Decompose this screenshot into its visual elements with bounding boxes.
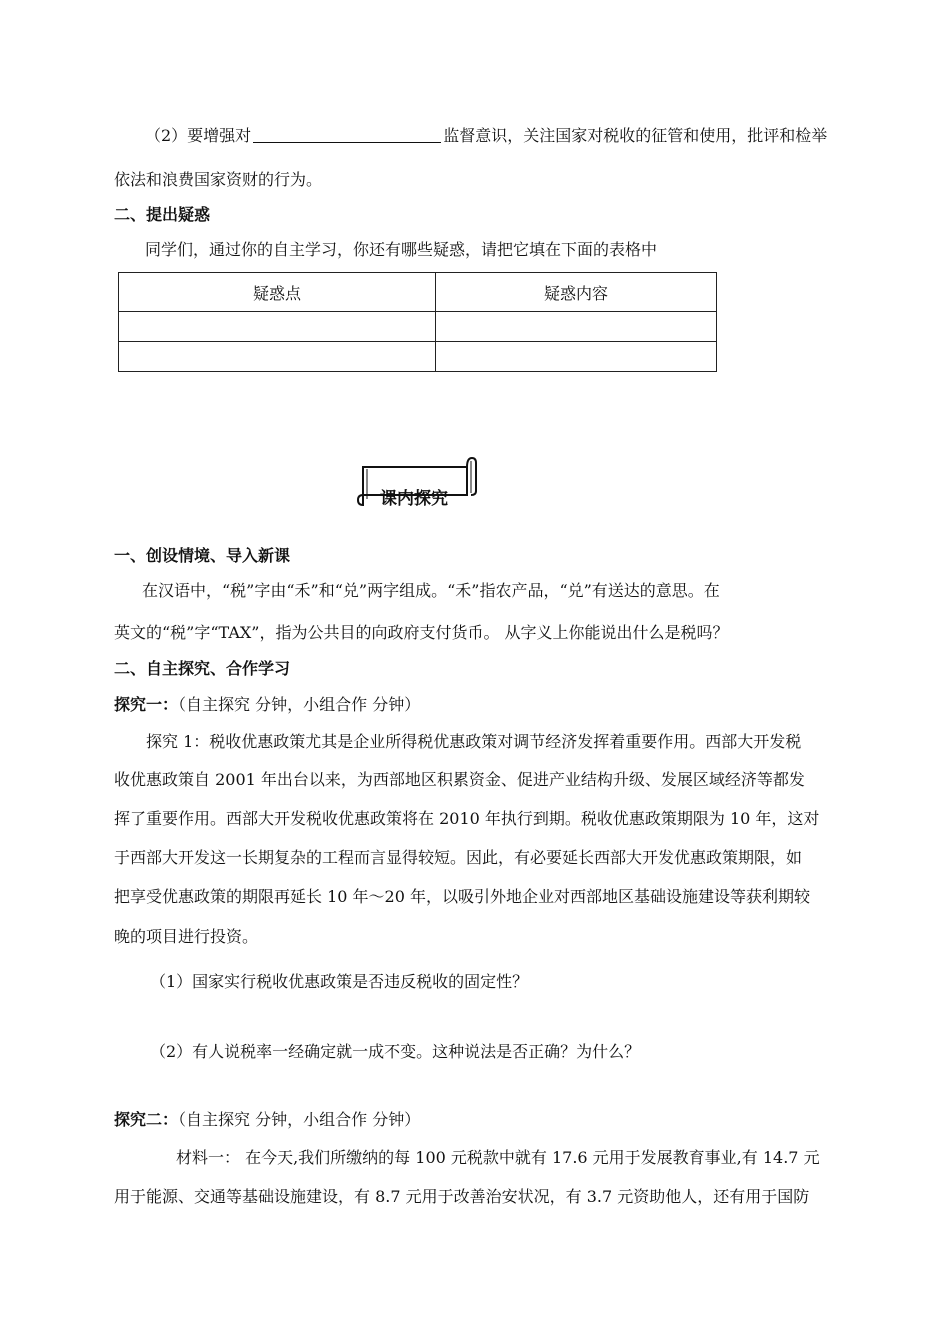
inquiry1-label: 探究一： [114, 695, 179, 714]
part1-line1: 在汉语中，“税”字由“禾”和“兑”两字组成。“禾”指农产品，“兑”有送达的意思。在 [142, 581, 720, 600]
table-cell-empty[interactable] [119, 312, 436, 342]
table-row [119, 342, 717, 372]
table-cell-empty[interactable] [436, 312, 717, 342]
para1-line: 探究 1：税收优惠政策尤其是企业所得税优惠政策对调节经济发挥着重要作用。西部大开发税 [146, 732, 802, 751]
doubts-heading: 二、提出疑惑 [114, 205, 211, 224]
doubts-intro: 同学们，通过你的自主学习，你还有哪些疑惑，请把它填在下面的表格中 [145, 240, 658, 259]
table-cell-empty[interactable] [436, 342, 717, 372]
inquiry1-note: （自主探究 分钟，小组合作 分钟） [178, 695, 421, 714]
para1-line: 于西部大开发这一长期复杂的工程而言显得较短。因此，有必要延长西部大开发优惠政策期限，如 [114, 848, 803, 867]
question-1: （1）国家实行税收优惠政策是否违反税收的固定性？ [150, 972, 529, 991]
para1-line: 挥了重要作用。西部大开发税收优惠政策将在 2010 年执行到期。税收优惠政策期限为 10 年，这对 [114, 809, 820, 828]
col-doubt-content: 疑惑内容 [436, 273, 717, 312]
part1-line2: 英文的“税”字“TAX”，指为公共目的向政府支付货币。 从字义上你能说出什么是税吗？ [114, 623, 729, 642]
item2-text-b: 监督意识，关注国家对税收的征管和使用，批评和检举 [443, 126, 828, 145]
inquiry2-label: 探究二： [114, 1110, 179, 1129]
part1-heading: 一、创设情境、导入新课 [114, 546, 291, 565]
item2-line1 [145, 124, 827, 148]
part2-heading: 二、自主探究、合作学习 [114, 659, 291, 678]
table-row [119, 312, 717, 342]
banner-title: 课内探究 [380, 489, 448, 509]
item2-text-a: （2）要增强对 [145, 126, 252, 145]
col-doubt-point: 疑惑点 [119, 273, 436, 312]
inquiry2-note: （自主探究 分钟，小组合作 分钟） [178, 1110, 421, 1129]
fill-in-blank[interactable] [253, 126, 441, 143]
para1-line: 收优惠政策自 2001 年出台以来，为西部地区积累资金、促进产业结构升级、发展区域经济等都发 [114, 770, 805, 789]
doubts-table [118, 272, 717, 372]
table-header-row [119, 273, 717, 312]
para1-line: 把享受优惠政策的期限再延长 10 年～20 年，以吸引外地企业对西部地区基础设施建设等获利期较 [114, 887, 810, 906]
para1-line: 晚的项目进行投资。 [114, 927, 259, 946]
material1-line: 材料一： 在今天,我们所缴纳的每 100 元税款中就有 17.6 元用于发展教育事业,有 14.7 元 [176, 1148, 820, 1167]
material1-line: 用于能源、交通等基础设施建设，有 8.7 元用于改善治安状况，有 3.7 元资助他人，还有用于国防 [114, 1187, 810, 1206]
table-cell-empty[interactable] [119, 342, 436, 372]
inquiry2-line [114, 1108, 420, 1132]
inquiry1-line [114, 693, 420, 717]
question-2: （2）有人说税率一经确定就一成不变。这种说法是否正确？为什么？ [150, 1042, 641, 1061]
item2-line2: 依法和浪费国家资财的行为。 [114, 170, 323, 189]
